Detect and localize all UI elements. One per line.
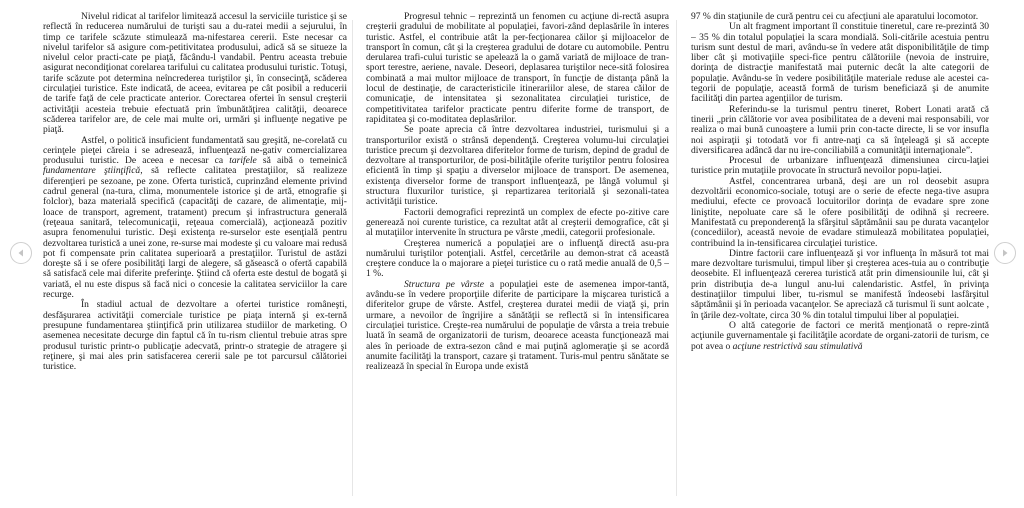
column-divider	[352, 20, 353, 496]
text-run: Astfel, o politică insuficient fundamentată sau greşită, ne-corelată cu cerinţele pieţei căreia i se adresează, influenţează ne-gativ comercializarea produsului turistic. De aceea e necesar ca	[43, 134, 347, 167]
text-run: Se poate aprecia că între dezvoltarea industriei, turismului şi a transporturilor există o strânsă dependenţă. Creşterea volumu-lui circulaţiei turistice precum şi dezvoltarea diferitelor forme de turism, depind de gradul de dezvoltare al transporturilor, de posi-bilităţile oferite turiştilor pentru folosirea eficientă în timp şi spaţiu a diverselor mijloace de transport. De asemenea, existenţa diverselor forme de transport influenţează, pe lângă volumul şi structura fluxurilor turistice, şi repartizarea teritorială şi sezonali-tatea activităţii turistice.	[366, 124, 669, 208]
column-divider	[676, 20, 677, 496]
text-run: să aibă o temeinică	[256, 155, 347, 167]
text-column-2	[366, 12, 669, 492]
paragraph	[691, 105, 989, 156]
paragraph	[366, 239, 669, 280]
text-run: O altă categorie de factori ce merită menţionată o repre-zintă acţiunile guvernamentale şi facilităţile acordate de organi-zatorii de turism, ce pot avea o	[691, 319, 989, 352]
paragraph	[691, 156, 989, 177]
paragraph	[691, 22, 989, 104]
text-run: Factorii demografici reprezintă un complex de efecte po-zitive care generează noi curente turistice, ca rezultat atât al creşterii demografice, cât şi al mutaţiilor intervenite în structura pe vârste ,medii, categorii profesionale.	[366, 206, 669, 239]
text-run: Un alt fragment important îl constituie tineretul, care re-prezintă 30 – 35 % din totalul populaţiei la scara mondială. Soli-citările acestuia pentru turism sunt destul de mari, avându-se în vedere atât disponibilităţile de timp liber cât şi motivaţiile speci-fice pentru călătoriile (nevoia de instruire, dorinţa de distracţie manifestată mai puternic decât la alte categorii de populaţie. Avându-se în vedere posibilităţile materiale reduse ale acestei ca-tegorii de populaţie, această formă de turism beneficiază şi de anumite facilităţi din partea agenţiilor de turism.	[691, 21, 989, 105]
text-column-1	[43, 12, 347, 492]
text-run: Referindu-se la turismul pentru tineret, Robert Lonati arată că tinerii „prin călătorie vor avea posibilitatea de a deveni mai responsabili, vor realiza o mai bună cunoaştere a lumii prin con-tacte directe, li se vor insufla noi aspiraţii şi totodată vor fi antre-naţi ca să înţeleagă şi să accepte diversificarea adâncă dar nu ire-conciliabilă a comunităţii internaţionale”.	[691, 103, 989, 156]
next-page-button[interactable]	[994, 242, 1016, 264]
chevron-right-icon	[1000, 248, 1010, 258]
italic-text: acţiune restrictivă sau stimulativă	[732, 340, 863, 352]
text-run: Progresul tehnic – reprezintă un fenomen cu acţiune di-rectă asupra creşterii gradului de mobilitate al populaţiei, favori-zând deplasările în interes turistic. Astfel, el contribuie atât la per-fecţionarea căilor şi mijloacelor de transport în comun, cât şi la creşterea gradului de dotare cu automobile. Pentru derularea trafi-cului turistic se apelează la o gamă variată de mijloace de tran-sport terestre, aeriene, navale. Deseori, deplasarea turiştilor nece-sită folosirea combinată a mai multor mijloace de transport, în funcţie de distanţa până la locul de destinaţie, de caracteristicile itinerariilor alese, de starea căilor de comunicaţie, de intensitatea şi sezonalitatea circulaţiei turistice, de competitivitatea tarifelor practicate pentru diferite forme de transport, de rapiditatea şi co-moditatea deplasărilor.	[366, 12, 669, 125]
text-column-3	[691, 12, 989, 492]
chevron-left-icon	[16, 248, 26, 258]
italic-text: fundamentare ştiinţifică	[43, 165, 141, 177]
italic-text: Structura pe vârste	[404, 278, 485, 290]
paragraph	[43, 12, 347, 136]
paragraph	[691, 177, 989, 249]
previous-page-button[interactable]	[10, 242, 32, 264]
paragraph	[366, 280, 669, 373]
paragraph	[366, 208, 669, 239]
italic-text: tarifele	[229, 155, 257, 167]
text-run: Dintre factorii care influenţează şi vor influenţa în măsură tot mai mare dezvoltare turismului, timpul liber şi creşterea aces-tuia au o contribuţie deosebite. El influenţează cererea turistică atât prin dimensiounile lui, cât şi prin distribuţia de-a lungul anu-lui calendaristic. Astfel, în privinţa destinaţiilor timpului liber, tu-rismul se manifestă îndeosebi lasfârşitul săptămânii şi în perioada vacanţelor. Se apreciază că turismul îi sunt aolcate , în ţările dez-voltate, circa 30 % din totalul timpului liber al populaţiei.	[691, 247, 989, 321]
paragraph	[691, 321, 989, 352]
text-run: Astfel, concentrarea urbană, deşi are un rol deosebit asupra dezvoltării economico-sociale, totuşi are o serie de efecte nega-tive asupra mediului, efecte ce provoacă locuitorilor dorinţa de evadare spre zone liniştite, nepoluate care să le ofere posibilităţi de odihnă şi recreere. Manifestată cu preponderenţă la sfârşitul săptămânii sau pe durata vacanţelor (concediilor), această nevoie de evadare stimulează mobilitatea populaţiei, contribuind la in-tensificarea circulaţiei turistice.	[691, 175, 989, 249]
text-run: a populaţiei este de asemenea impor-tantă, avându-se în vedere proporţiile diferite de participare la mişcarea turistică a diferitelor grupe de vârste. Astfel, creşterea duratei medii de viaţă şi, prin urmare, a nevoilor de îngrijire a sănătăţii se reflectă si în intensificarea circulaţiei turistice. Creşte-rea numărului de populaţie de vârsta a treia trebuie luată în seamă de organizatorii de turism, deoarece aceasta funcţionează mai ales în perioade de extra-sezon când e mai puţină aglomeraţie şi se acordă anumite facilităţi la transport, cazare şi tratament. Turis-mul pentru sănătate se realizează în special în Europa unde există	[366, 278, 669, 373]
text-run: În stadiul actual de dezvoltare a ofertei turistice româneşti, desfăşurarea activităţii comerciale turistice pe piaţa internă şi ex-ternă presupune fundamentarea ştiinţifică prin utilizarea studiilor de marketing. O asemenea necesitate decurge din faptul că în tu-rism clientul trebuie atras spre produsul turistic printr-o publicaţie adecvată, printr-o strategie de atragere şi reţinere, şi mai ales prin satisfacerea cererii sale pe tot parcursul călătoriei turistice.	[43, 299, 347, 373]
text-run: Nivelul ridicat al tarifelor limitează accesul la serviciile turistice şi se reflectă în reducerea numărului de turişti sau a du-ratei medii a sejurului, în timp ce tarifele scăzute stimulează ma-nifestarea cererii. Este necesar ca nivelul tarifelor să asigure com-petitivitatea produsului, adică să se situeze la nivelul celor practi-cate pe piaţă, făcându-l vandabil. Pentru aceasta trebuie asigurat necondiţionat corelarea tarifului cu calitatea produsului turistic. Totuşi, tarife scăzute pot determina neîncrederea turiştilor şi, în consecinţă, scăderea circulaţiei turistice. Este indicată, de aceea, evitarea pe cât posibil a reducerii de tarife faţă de cele practicate anterior. Corectarea ofertei în sensul creşterii activităţii acesteia trebuie efectuată prin îmbunătăţirea calităţii, deoarece scăderea tarifelor are, de cele mai multe ori, urmări şi influenţe negative pe piaţă.	[43, 12, 347, 136]
paragraph	[43, 136, 347, 301]
paragraph	[43, 300, 347, 372]
text-run: Creşterea numerică a populaţiei are o influenţă directă asu-pra numărului turiştilor potenţiali. Astfel, cercetările au demon-strat că această creştere conduce la o majorare a pieţei turistice cu o rată medie anuală de 0,5 – 1 %.	[366, 237, 669, 280]
text-run: 97 % din staţiunile de cură pentru cei cu afecţiuni ale aparatului locomotor.	[691, 12, 979, 22]
paragraph	[691, 249, 989, 321]
paragraph	[366, 12, 669, 125]
text-run: Procesul de urbanizare influenţează dimensiunea circu-laţiei turistice prin mutaţiile provocate în structură nevoilor popu-laţiei.	[691, 155, 989, 177]
paragraph	[366, 125, 669, 207]
text-run: , să reflecte calitatea prestaţiilor, să realizeze diferenţieri pe sezoane, pe zone. Oferta turistică, cuprinzând elemente privind cadrul general (na-tura, clima, monumentele istorice şi de artă, etnografie şi folclor), baza materială specifică (capacităţi de cazare, de alimentaţie, mij-loace de transport, agrement, tratament) precum şi infrastructura generală (reţeaua sanitară, telecomunicaţii, reţeaua comercială), acţionează pozitiv asupra fenomenului turistic. Deşi existenţa re-surselor este esenţială pentru dezvoltarea turistică a unei zone, re-surse mai modeste şi cu valoare mai redusă pot fi compensate prin calitatea superioară a prestaţiilor. Turistul de astăzi doreşte să i se ofere posibilităţi largi de alegere, să găsească o ofertă capabilă să satisfacă cele mai diferite preferinţe. Ştiind că oferta este destul de bogată şi variată, el nu este dispus să facă nici o concesie la calitatea serviciilor la care recurge.	[43, 165, 347, 301]
